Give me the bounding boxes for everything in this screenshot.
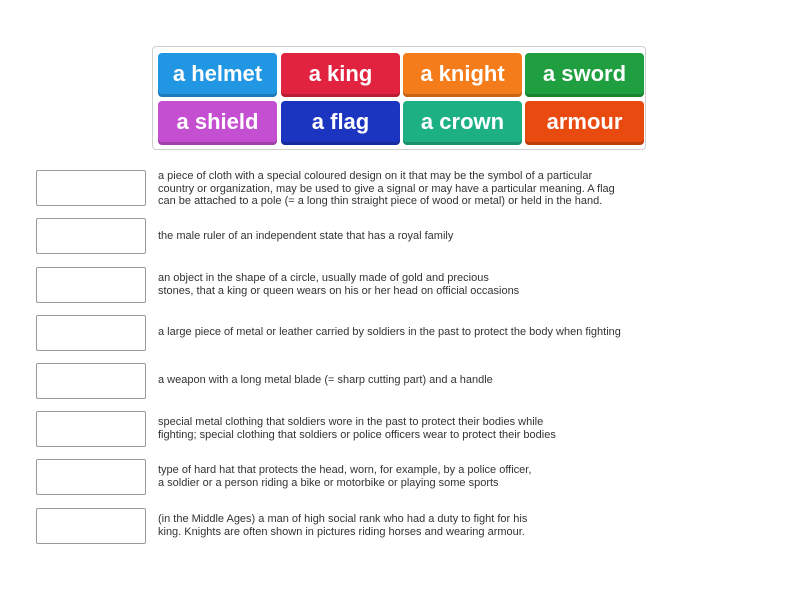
tile-helmet[interactable]: a helmet [158, 53, 277, 97]
answer-drop-box[interactable] [36, 170, 146, 206]
definition-text: a large piece of metal or leather carried by soldiers in the past to protect the body when fighting [158, 326, 621, 338]
answer-drop-box[interactable] [36, 411, 146, 447]
definition-text: an object in the shape of a circle, usually made of gold and precious stones, that a king or queen wears on his or her head on official occasions [158, 272, 520, 297]
tile-sword[interactable]: a sword [525, 53, 644, 97]
definition-text: a piece of cloth with a special coloured design on it that may be the symbol of a particular country or organization, may be used to give a signal or may have a particular meaning. A flag can be attached to a pole (= a long thin straight piece of wood or metal) or held in the hand. [158, 170, 615, 207]
answer-drop-box[interactable] [36, 459, 146, 495]
answer-drop-box[interactable] [36, 508, 146, 544]
definition-text: (in the Middle Ages) a man of high social rank who had a duty to fight for his king. Knights are often shown in pictures riding horses and wearing armour. [158, 513, 528, 538]
tile-king[interactable]: a king [281, 53, 400, 97]
answer-drop-box[interactable] [36, 267, 146, 303]
answer-drop-box[interactable] [36, 363, 146, 399]
answer-tile-panel [152, 46, 646, 150]
definition-text: special metal clothing that soldiers wore in the past to protect their bodies while fighting; special clothing that soldiers or police officers wear to protect their bodies [158, 416, 556, 441]
answer-drop-box[interactable] [36, 218, 146, 254]
tile-shield[interactable]: a shield [158, 101, 277, 145]
tile-flag[interactable]: a flag [281, 101, 400, 145]
definition-text: the male ruler of an independent state that has a royal family [158, 230, 454, 242]
tile-crown[interactable]: a crown [403, 101, 522, 145]
tile-knight[interactable]: a knight [403, 53, 522, 97]
definition-text: a weapon with a long metal blade (= sharp cutting part) and a handle [158, 374, 493, 386]
answer-drop-box[interactable] [36, 315, 146, 351]
definition-text: type of hard hat that protects the head, worn, for example, by a police officer, a soldier or a person riding a bike or motorbike or playing some sports [158, 464, 532, 489]
tile-armour[interactable]: armour [525, 101, 644, 145]
